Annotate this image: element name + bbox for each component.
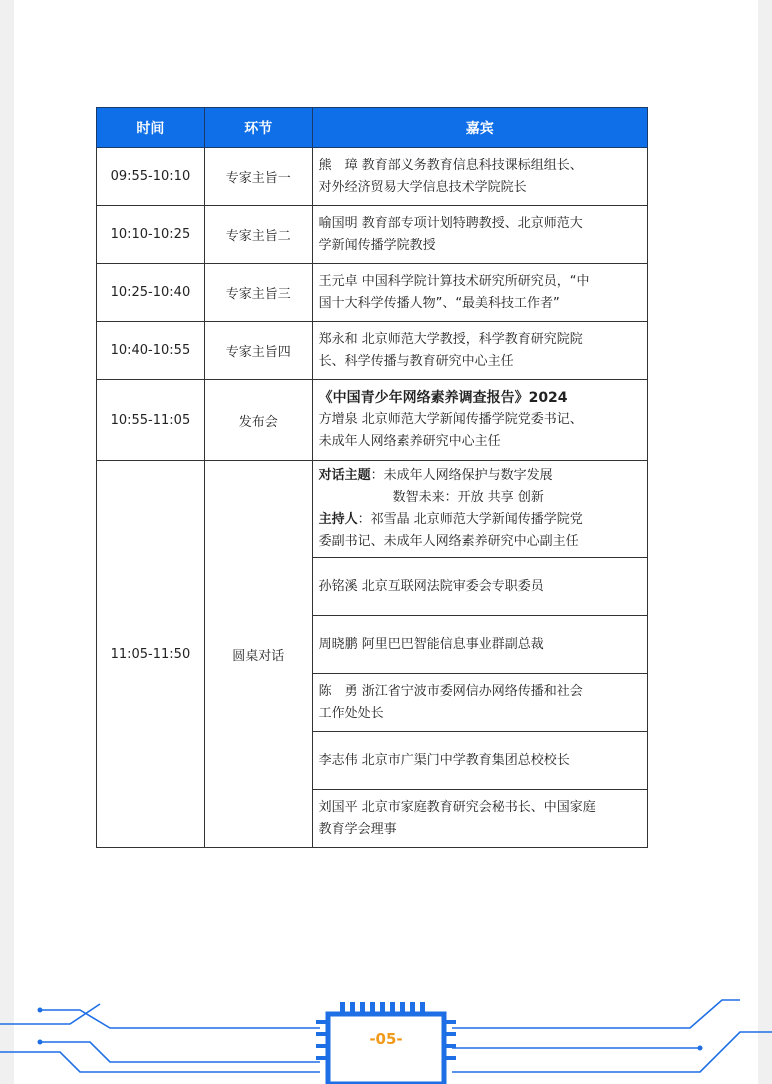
session-cell: 专家主旨二 [204,206,312,264]
theme-line-2: 数智未来：开放 共享 创新 [392,490,544,505]
session-cell: 专家主旨三 [204,264,312,322]
roundtable-info-cell [312,461,647,558]
session-cell: 专家主旨四 [204,322,312,380]
guest-cell [312,380,647,461]
session-cell: 圆桌对话 [204,461,312,848]
guest-line: 喻国明 教育部专项计划特聘教授、北京师范大 [318,215,583,231]
schedule-table [96,107,648,848]
guest-line: 李志伟 北京市广渠门中学教育集团总校校长 [318,752,570,768]
guest-line: 陈 勇 浙江省宁波市委网信办网络传播和社会 [318,683,583,699]
time-cell: 10:25-10:40 [97,264,205,322]
guest-cell [312,616,647,674]
table-row [97,264,648,322]
guest-line: 工作处处长 [318,705,384,721]
guest-line: 熊 璋 教育部义务教育信息科技课标组组长、 [318,157,583,173]
time-cell: 09:55-10:10 [97,148,205,206]
theme-label: 对话主题 [318,468,371,483]
guest-line: 国十大科学传播人物”、“最美科技工作者” [318,295,560,311]
guest-line: 方增泉 北京师范大学新闻传播学院党委书记、 [318,412,583,427]
table-row [97,322,648,380]
table-header-row [97,108,648,148]
theme-text: ：未成年人网络保护与数字发展 [370,468,553,483]
guest-line: 王元卓 中国科学院计算技术研究所研究员，“中 [318,273,590,289]
time-cell: 11:05-11:50 [97,461,205,848]
guest-line: 孙铭溪 北京互联网法院审委会专职委员 [318,578,544,594]
guest-cell [312,148,647,206]
table-row [97,148,648,206]
session-cell: 专家主旨一 [204,148,312,206]
header-time: 时间 [97,108,205,148]
host-line [319,509,641,531]
guest-cell [312,674,647,732]
guest-line: 对外经济贸易大学信息技术学院院长 [318,179,527,195]
host-text: ：祁雪晶 北京师范大学新闻传播学院党 [357,512,583,527]
time-cell: 10:40-10:55 [97,322,205,380]
guest-line: 学新闻传播学院教授 [318,237,436,253]
guest-line: 郑永和 北京师范大学教授，科学教育研究院院 [318,331,583,347]
guest-cell [312,322,647,380]
time-cell: 10:55-11:05 [97,380,205,461]
host-line-2: 委副书记、未成年人网络素养研究中心副主任 [318,534,579,549]
guest-line: 长、科学传播与教育研究中心主任 [318,353,514,369]
page-number: -05- [369,1030,403,1048]
guest-cell [312,790,647,848]
table-row [97,380,648,461]
time-cell: 10:10-10:25 [97,206,205,264]
header-session: 环节 [204,108,312,148]
guest-cell [312,732,647,790]
guest-line: 未成年人网络素养研究中心主任 [318,434,501,449]
guest-line: 周晓鹏 阿里巴巴智能信息事业群副总裁 [318,636,544,652]
host-label: 主持人 [318,512,358,527]
theme-line [319,465,641,487]
guest-line: 刘国平 北京市家庭教育研究会秘书长、中国家庭 [318,799,596,815]
table-row [97,461,648,558]
guest-line: 教育学会理事 [318,821,397,837]
table-row [97,206,648,264]
guest-cell [312,206,647,264]
guest-cell [312,558,647,616]
report-title: 《中国青少年网络素养调查报告》2024 [318,390,568,406]
guest-cell [312,264,647,322]
header-guest: 嘉宾 [312,108,647,148]
session-cell: 发布会 [204,380,312,461]
